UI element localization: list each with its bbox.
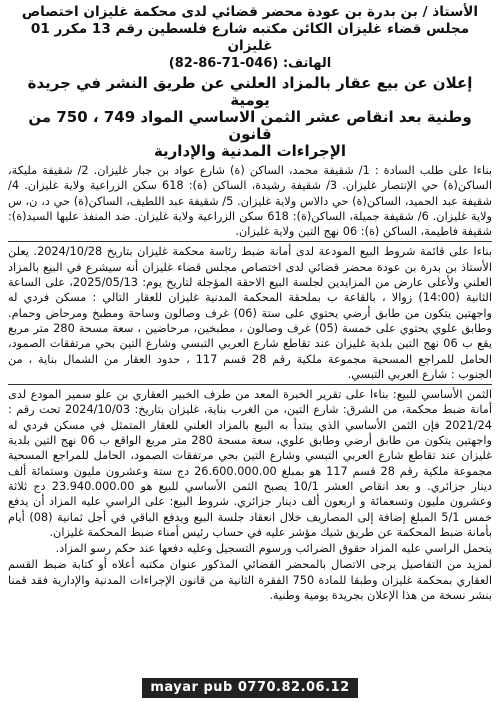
header-line-1: الأستاذ / بن بدرة بن عودة محضر قضائي لدى محكمة غليزان اختصاص <box>21 4 479 20</box>
paragraph-sale-details: بناءا على قائمة شروط البيع المودعة لدى أمانة ضبط رئاسة محكمة غليزان بتاريخ 2024/10/28. يعلن الأستاذ بن بدرة بن عودة محضر قضائي لدى اختصاص مجلس قضاء غليزان أنه سيشرع في البيع بالمزاد العلني ولأعلى عارض من المزايدين لجلسة البيع الاحقة المؤجلة لتاريخ يوم: 2025/05/13، على الساعة الثانية (14:00) زوالا ، بالقاعة ب بملحقة المحكمة المدنية غليزان للعقار التالي : مسكن فردي له واجهتين يتكون من طابق أرضي يحتوي على ستة (06) غرف وصالون وساحة ومطبخ ومرحاض وحمام. وطابق علوي يحتوي على خمسة (05) غرف وصالون ، مطبخين، مرحاضين ، سعة مسحة 280 متر مربع يقع ب 06 نهج التين بلدية غليزان عند تقاطع شارع العربي التبسي وشارع التين بحي مرتفقات الصمود، الحامل للمراجع المسحية مجموعة ملكية رقم 28 قسم 117 ، حدود العقار من الشمال بناية ، من الجنوب : شارع العربي التبسي. <box>8 245 493 381</box>
paragraph-taxes: يتحمل الراسي عليه المزاد حقوق الضرائب ورسوم التسجيل وعليه دفعها عند حكم رسو المزاد. <box>55 542 492 556</box>
paragraph-parties: بناءا على طلب السادة : 1/ شقيفة محمد، الساكن (ة) شارع عواد بن جبار غليزان. 2/ شقيفة مليكة، الساكن(ة) حي الإنتصار غليزان. 3/ شقيفة رشيدة، الساكن (ة): 618 سكن الزراعية ولاية غليزان. 4/ شقيفة عبد الحميد، الساكن(ة) حي دالاس ولاية غليزان. 5/ شقيفة عبد اللطيف، الساكن(ة) حي د، ن، س ولاية غليزان. 6/ شقيفة جميلة، الساكن(ة): 618 سكن الزراعية ولاية غليزان. ضد المنفذ عليها السيد(ة): شقيفة فاطيمة، الساكن (ة): 06 نهج التين ولاية غليزان. <box>8 164 492 239</box>
bailiff-header <box>8 4 492 72</box>
paragraph-base-price: الثمن الأساسي للبيع: بناءا على تقرير الخبرة المعد من طرف الخبير العقاري بن علو سمير المودع لدى أمانة ضبط محكمة، من الشرق: شارع التين، من الغرب بناية، غليزان بتاريخ: 2024/10/03 تحت رقم : 2021/24 فإن الثمن الأساسي الذي يبتدأ به البيع بالمزاد العلني للعقار المتمثل في مسكن فردي له واجهتين يتكون من طابق أرضي وطابق علوي، سعة مسحة 280 متر مربع الواقع ب 06 نهج التين بلدية غليزان عند تقاطع شارع العربي التبسي وشارع التين بحي مرتفقات الصمود، الحامل للمراجع المسحية مجموعة ملكية رقم 28 قسم 117 هو بمبلغ 26.600.000.00 دج ستة وعشرون مليون وستمائة ألف دينار جزائري. و بعد انقاص العشر 10/1 يصبح الثمن الأساسي للبيع هو 23.940.000.00 دج ثلاثة وعشرون مليون وتسعمائة و اربعون ألف دينار جزائري. شروط البيع: على الراسي عليه المزاد أن يدفع خمس 5/1 المبلغ إضافة إلى المصاريف خلال انعقاد جلسة البيع ويدفع الباقي في أجل ثمانية (08) أيام بأمانة ضبط المحكمة عن طريق شيك مؤشر عليه في حساب رئيس أمناء ضبط المحكمة غليزان. <box>8 388 493 539</box>
announcement-line-1: إعلان عن بيع عقار بالمزاد العلني عن طريق النشر في جريدة يومية <box>27 74 473 109</box>
advertiser-footer: mayar pub 0770.82.06.12 <box>142 678 357 698</box>
announcement-line-2: وطنية بعد انقاص عشر الثمن الاساسي المواد 749 ، 750 من قانون <box>28 108 472 143</box>
announcement-title <box>8 75 492 160</box>
announcement-line-3: الإجراءات المدنية والإدارية <box>153 142 347 160</box>
notice-body <box>8 163 492 603</box>
divider <box>8 384 492 385</box>
divider <box>8 241 492 242</box>
header-line-2: مجلس قضاء غليزان الكائن مكتبه شارع فلسطين رقم 13 مكرر 01 غليزان <box>30 21 470 54</box>
header-phone: الهاتف: (046-71-86-82) <box>168 56 332 71</box>
footer <box>0 676 500 698</box>
paragraph-contact: لمزيد من التفاصيل يرجى الاتصال بالمحضر القضائي المذكور عنوان مكتبه أعلاه أو كتابة ضبط القسم العقاري بمحكمة غليزان وطبقا للمادة 750 الفقرة الثانية من قانون الإجراءات المدنية والإدارية فقد قمنا بنشر نسخة من هذا الإعلان بجريدة يومية وطنية. <box>8 558 492 603</box>
